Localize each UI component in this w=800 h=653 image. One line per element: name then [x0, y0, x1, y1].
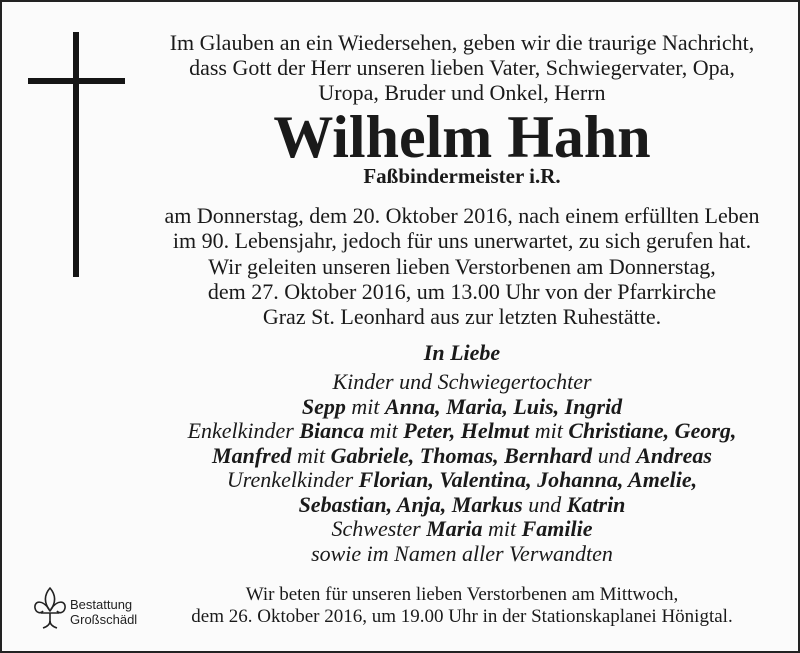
- memorial-mass-info: Wir beten für unseren lieben Verstorbenen am Mittwoch, dem 26. Oktober 2016, um 19.00 Uhr in der Stationskaplanei Hönigtal.: [191, 584, 733, 627]
- fleur-de-lis-icon: [32, 585, 68, 631]
- mourners-list: [142, 370, 782, 566]
- logo-line-1: Bestattung: [70, 597, 133, 612]
- sister-line: Schwester Maria mit Familie: [331, 516, 593, 541]
- logo-line-2: Großschädl: [70, 612, 138, 627]
- children-line: Sepp mit Anna, Maria, Luis, Ingrid: [301, 393, 623, 419]
- great-grandchildren-line-1: Urenkelkinder Florian, Valentina, Johanna, Amelie,: [226, 467, 698, 492]
- great-grandchildren-line-2: Sebastian, Anja, Markus und Katrin: [298, 491, 626, 517]
- death-announcement: am Donnerstag, dem 20. Oktober 2016, nach einem erfüllten Leben im 90. Lebensjahr, jedoch für uns unerwartet, zu sich gerufen hat.: [164, 203, 760, 253]
- relatives-line: sowie im Namen aller Verwandten: [311, 540, 613, 566]
- deceased-name: Wilhelm Hahn: [273, 104, 651, 170]
- children-label: Kinder und Schwiegertochter: [332, 369, 592, 394]
- funeral-home-logo: [32, 585, 142, 633]
- grandchildren-line-1: Enkelkinder Bianca mit Peter, Helmut mit Christiane, Georg,: [187, 418, 737, 443]
- cross-icon: [73, 32, 79, 277]
- grandchildren-line-2: Manfred mit Gabriele, Thomas, Bernhard und Andreas: [212, 442, 712, 468]
- intro-text: Im Glauben an ein Wiedersehen, geben wir die traurige Nachricht, dass Gott der Herr unseren lieben Vater, Schwiegervater, Opa, Uropa, Bruder und Onkel, Herrn: [169, 30, 755, 105]
- deceased-title: Faßbindermeister i.R.: [363, 164, 561, 188]
- funeral-info: Wir geleiten unseren lieben Verstorbenen am Donnerstag, dem 27. Oktober 2016, um 13.00 Uhr von der Pfarrkirche Graz St. Leonhard aus zur letzten Ruhestätte.: [207, 254, 717, 329]
- cross-bar: [28, 78, 125, 84]
- in-liebe-heading: In Liebe: [423, 340, 501, 365]
